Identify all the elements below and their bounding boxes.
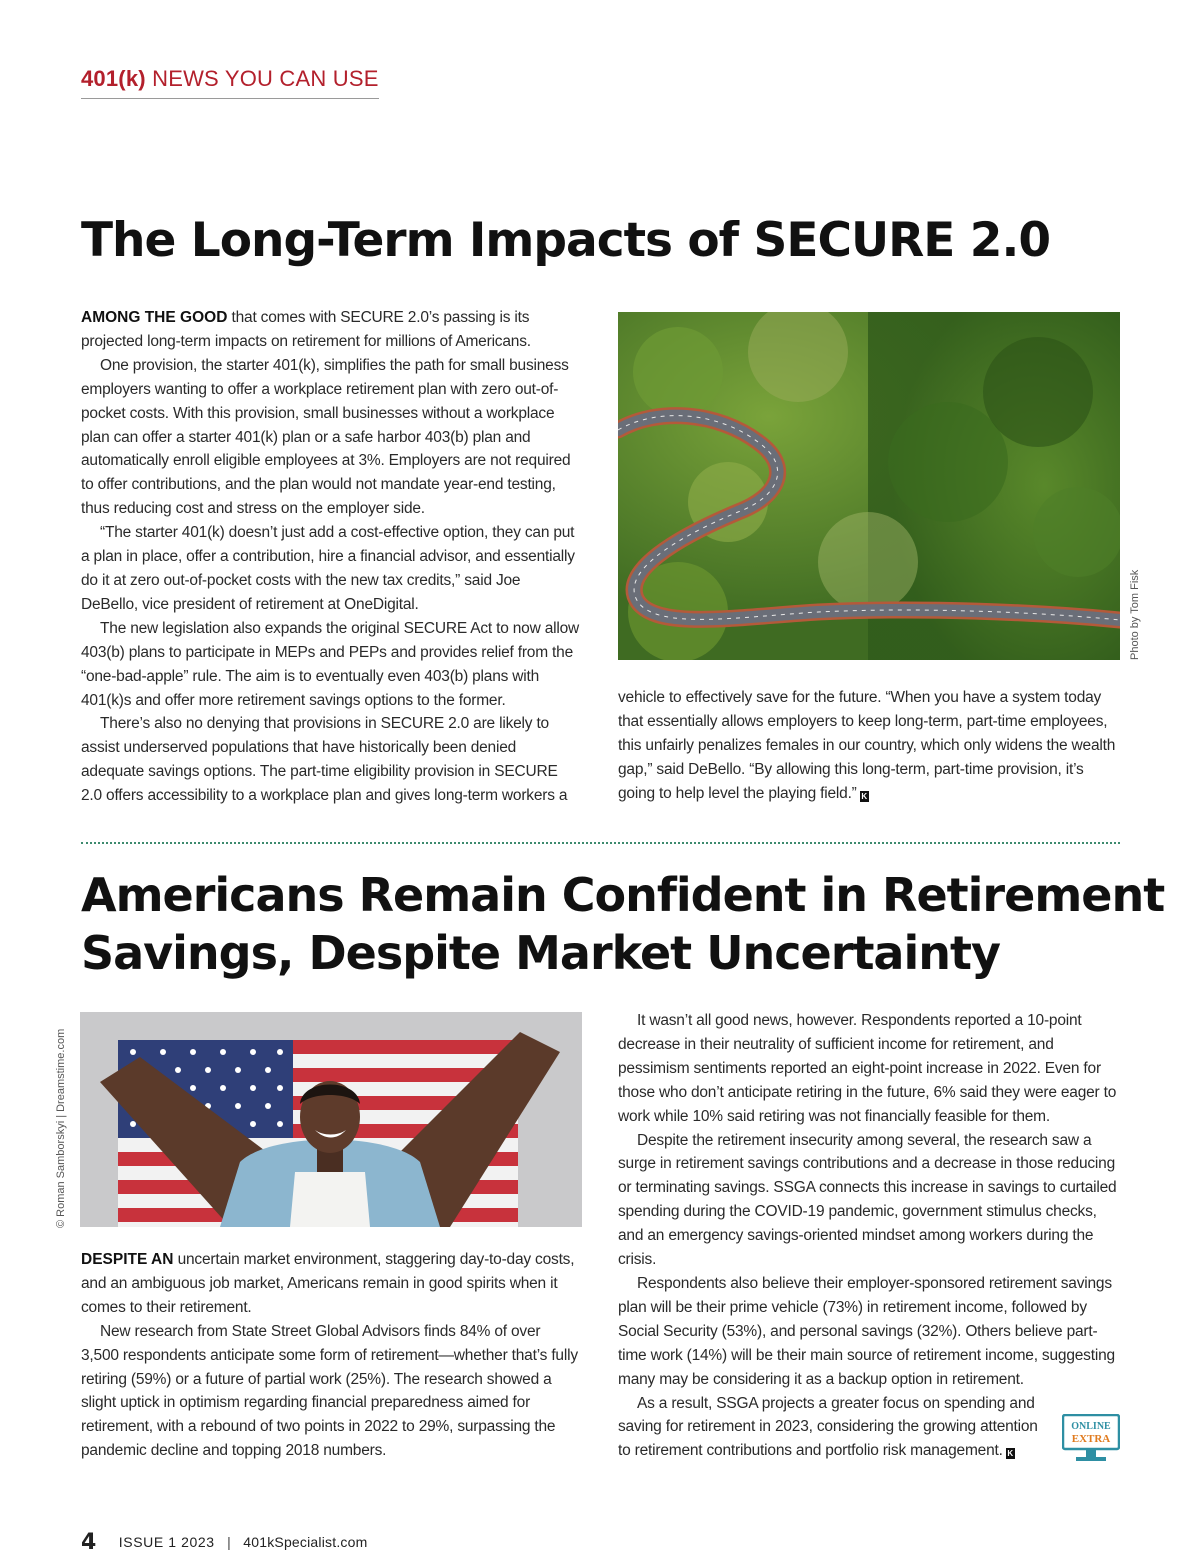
- article2-paragraph-3: It wasn’t all good news, however. Respondents reported a 10-point decrease in their neutrality of sufficient income for retirement, and pessimism sentiments reported an eight-point increase in 2022. Even for those who don’t anticipate retiring in the future, 6% said they were eager to work while 10% said retiring was not financially feasible for them.: [618, 1012, 1117, 1125]
- article2-p6-text: As a result, SSGA projects a greater focus on spending and saving for retirement in 2023, considering the growing attention to retirement contributions and portfolio risk management.: [618, 1394, 1038, 1460]
- end-mark-icon: K: [1007, 1449, 1013, 1459]
- article1-paragraph-4: The new legislation also expands the original SECURE Act to now allow 403(b) plans to participate in MEPs and PEPs and provides relief from the “one-bad-apple” rule. The aim is to eventually even 403(b) plans with 401(k)s and offer more retirement savings options to the former.: [81, 619, 580, 709]
- flag-photo-credit: © Roman Samborskyi | Dreamstime.com: [55, 1028, 67, 1228]
- badge-line2: EXTRA: [1071, 1433, 1111, 1445]
- article1-paragraph-2: One provision, the starter 401(k), simplifies the path for small business employers wanting to offer a workplace retirement plan with zero out-of-pocket costs. With this provision, small businesses without a workplace plan can offer a starter 401(k) plan or a safe harbor 403(b) plan and automatically enroll eligible employees at 3%. Employers are not required to offer contributions, and the plan would not mandate year-end testing, thus reducing cost and stress on the employer side.: [81, 356, 571, 518]
- article1-title: The Long-Term Impacts of SECURE 2.0: [81, 213, 1051, 268]
- article2-title: [81, 866, 1164, 982]
- article2-paragraph-2: New research from State Street Global Advisors finds 84% of over 3,500 respondents anticipate some form of retirement—whether that’s fully retiring (59%) or a future of partial work (25%). The research showed a slight uptick in optimism regarding financial preparedness aimed for retirement, with a rebound of two points in 2022 to 29%, surpassing the pandemic decline and topping 2018 numbers.: [81, 1322, 578, 1460]
- article2-title-line2: Savings, Despite Market Uncertainty: [81, 926, 1000, 980]
- article2-paragraph-4: Despite the retirement insecurity among several, the research saw a surge in retirement savings contributions and a decrease in those reducing or terminating savings. SSGA connects this increase in savings to curtailed spending during the COVID-19 pandemic, government stimulus checks, and an emergency savings-oriented mindset among workers during the crisis.: [618, 1131, 1117, 1269]
- issue-label: ISSUE 1 2023: [118, 1534, 215, 1550]
- article2-paragraph-5: Respondents also believe their employer-sponsored retirement savings plan will be their prime vehicle (73%) in retirement income, followed by Social Security (53%), and personal savings (32%). Others believe part-time work (14%) will be their main source of retirement income, suggesting many may be considering it as a backup option in retirement.: [618, 1274, 1115, 1388]
- section-label: [81, 66, 379, 99]
- article2-paragraph-6: [618, 1392, 1118, 1464]
- article2-p1-text: uncertain market environment, staggering day-to-day costs, and an ambiguous job market, Americans remain in good spirits when it comes to their retirement.: [81, 1251, 575, 1316]
- article1-column-left: [81, 306, 581, 808]
- article2-paragraph-1: [81, 1248, 581, 1320]
- article2-title-line1: Americans Remain Confident in Retirement: [81, 868, 1165, 922]
- article2-column-left: [81, 1248, 581, 1463]
- article-divider: [81, 842, 1120, 844]
- article1-paragraph-5: There’s also no denying that provisions in SECURE 2.0 are likely to assist underserved populations that have historically been denied adequate savings options. The part-time eligibility provision in SECURE 2.0 offers accessibility to a workplace plan and gives long-term workers a: [81, 715, 568, 805]
- article1-paragraph-1: [81, 306, 581, 354]
- article1-lead-in: AMONG THE GOOD: [81, 309, 228, 326]
- section-kicker: 401(k): [81, 66, 146, 91]
- online-extra-icon[interactable]: [1062, 1414, 1120, 1464]
- article1-paragraph-3: “The starter 401(k) doesn’t just add a cost-effective option, they can put a plan in place, offer a contribution, hire a financial advisor, and essentially do it at zero out-of-pocket costs with the new tax credits,” said Joe DeBello, vice president of retirement at OneDigital.: [81, 524, 575, 613]
- page-footer: [81, 1530, 367, 1555]
- winding-road-photo: [618, 312, 1120, 660]
- article1-paragraph-5-cont: [618, 686, 1118, 806]
- end-mark-icon: K: [861, 791, 867, 801]
- article1-p5-cont-text: vehicle to effectively save for the future. “When you have a system today that essentially allows employers to keep long-term, part-time employees, this unfairly penalizes females in our country, which only widens the wealth gap,” said DeBello. “By allowing this long-term, part-time provision, it’s going to help level the playing field.”: [618, 689, 1116, 802]
- man-with-flag-photo: [80, 1012, 582, 1227]
- section-name: NEWS YOU CAN USE: [152, 66, 379, 91]
- article2-column-right: [618, 1009, 1118, 1463]
- page-number: 4: [81, 1530, 97, 1555]
- road-photo-credit: Photo by Tom Fisk: [1129, 569, 1141, 660]
- article1-column-right: [618, 686, 1118, 806]
- site-link[interactable]: 401kSpecialist.com: [243, 1534, 368, 1550]
- badge-line1: ONLINE: [1071, 1421, 1111, 1432]
- article2-lead-in: DESPITE AN: [81, 1251, 174, 1268]
- footer-separator: |: [227, 1534, 231, 1550]
- article1-p1-text: that comes with SECURE 2.0’s passing is its projected long-term impacts on retirement for millions of Americans.: [81, 309, 531, 350]
